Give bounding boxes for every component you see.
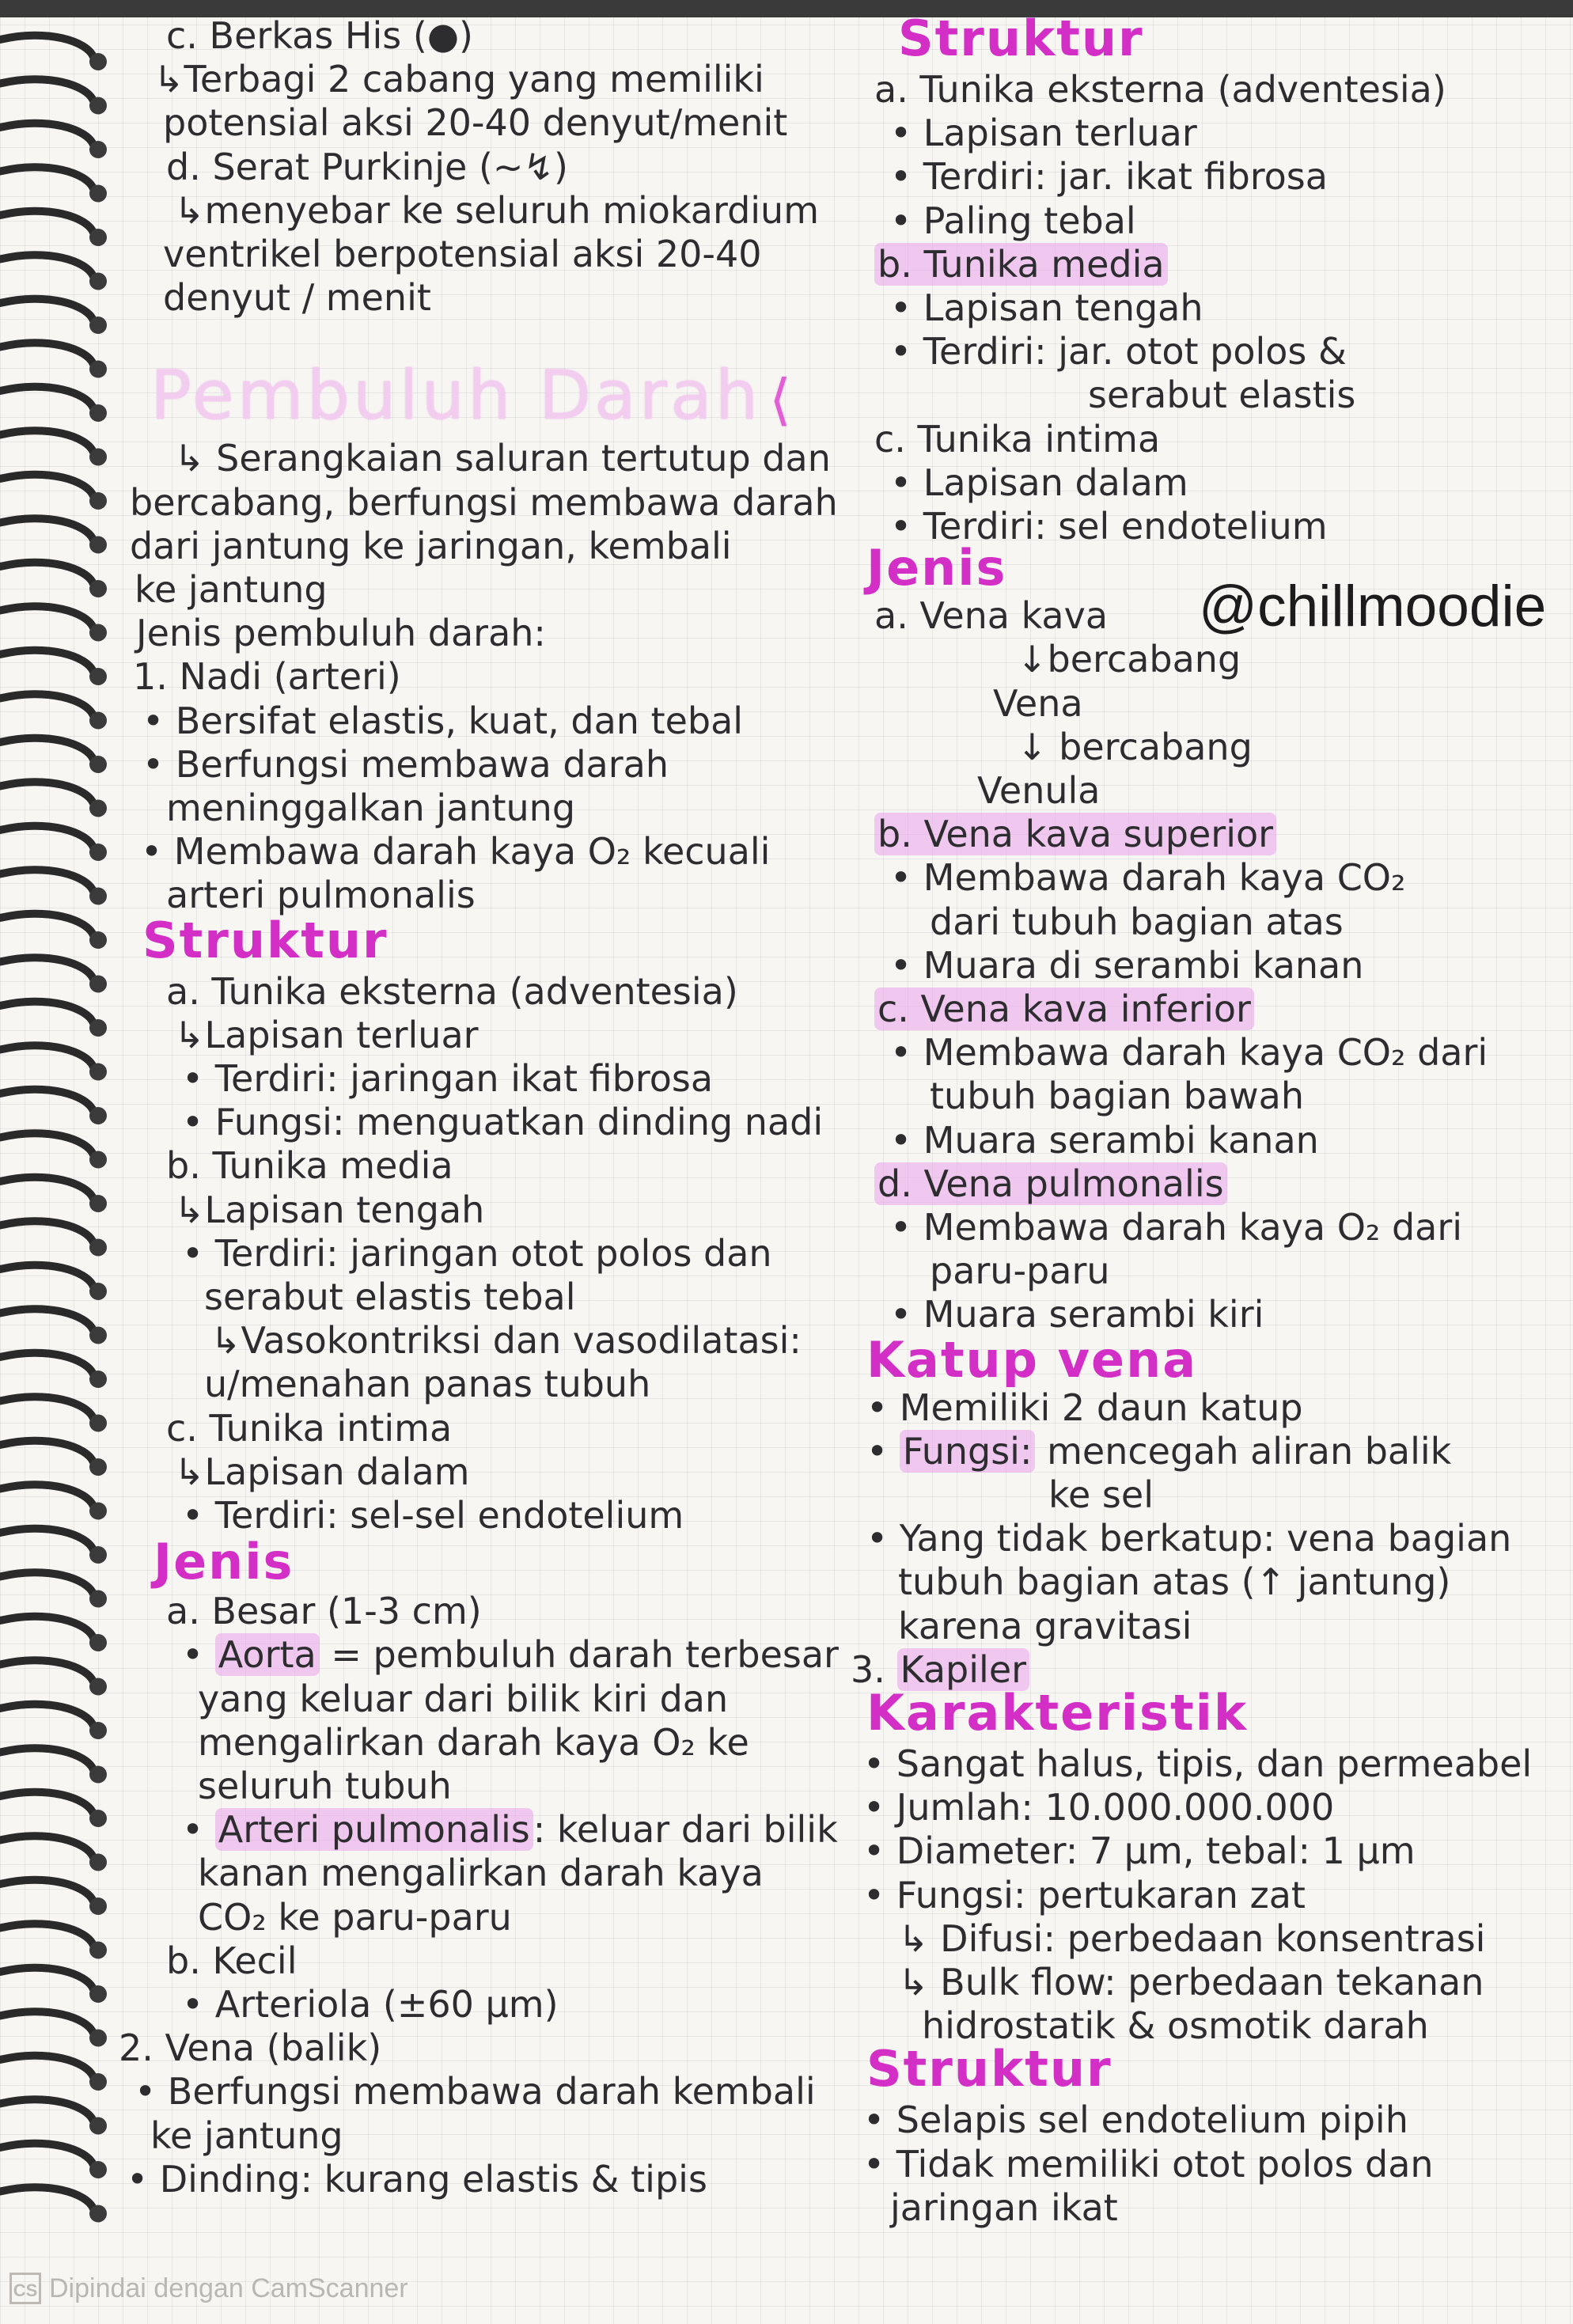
spiral-ring — [0, 1221, 93, 1242]
note-line: • Diameter: 7 μm, tebal: 1 μm — [863, 1829, 1416, 1873]
spiral-ring — [0, 1924, 93, 1945]
note-line: • Fungsi: menguatkan dinding nadi — [182, 1101, 824, 1144]
binding-hole — [89, 1897, 107, 1915]
note-line: u/menahan panas tubuh — [204, 1363, 651, 1406]
spiral-ring — [0, 1177, 93, 1199]
spiral-ring — [0, 1660, 93, 1681]
heading-karakteristik — [866, 1685, 1248, 1742]
note-line: d. Serat Purkinje (~↯) — [166, 145, 568, 188]
spiral-ring — [0, 826, 93, 847]
note-line: ↳Lapisan terluar — [174, 1013, 479, 1056]
binding-hole — [89, 1985, 107, 2003]
note-line: c. Berkas His (●) — [166, 14, 473, 57]
note-line: mengalirkan darah kaya O₂ ke — [198, 1720, 749, 1764]
section-title-pembuluh-darah-text: Pembuluh Darah — [150, 356, 762, 436]
note-line: • Membawa darah kaya O₂ dari — [890, 1206, 1463, 1249]
note-line: • Lapisan dalam — [890, 461, 1188, 504]
binding-hole — [89, 1546, 107, 1564]
binding-hole — [89, 1503, 107, 1520]
spiral-ring — [0, 1617, 93, 1638]
heading-struktur-kapiler-text: Struktur — [866, 2040, 1112, 2098]
scanner-footer — [9, 2271, 408, 2306]
note-line: Vena — [993, 681, 1083, 725]
spiral-ring — [0, 1572, 93, 1594]
note-line: ↳ Serangkaian saluran tertutup dan — [174, 437, 831, 480]
note-line: • Muara serambi kanan — [890, 1118, 1319, 1162]
note-line: dari jantung ke jaringan, kembali — [130, 524, 732, 567]
note-line: ↓bercabang — [1017, 638, 1241, 681]
note-line: ↳Vasokontriksi dan vasodilatasi: — [210, 1319, 802, 1363]
binding-hole — [89, 1590, 107, 1608]
binding-hole — [89, 2117, 107, 2135]
note-line: a. Tunika eksterna (adventesia) — [166, 969, 738, 1013]
note-line: 1. Nadi (arteri) — [133, 655, 401, 699]
binding-hole — [89, 800, 107, 817]
spiral-ring — [0, 343, 93, 364]
bracket-mark: ⟨ — [769, 367, 794, 433]
note-line: • Lapisan tengah — [890, 286, 1203, 329]
note-line: tubuh bagian bawah — [930, 1075, 1305, 1118]
note-line: • Selapis sel endotelium pipih — [863, 2098, 1408, 2142]
note-line: b. Tunika media — [166, 1144, 453, 1188]
note-line: • Terdiri: jaringan ikat fibrosa — [182, 1057, 714, 1100]
section-title-pembuluh-darah — [150, 358, 794, 437]
spiral-ring — [0, 1309, 93, 1330]
spiral-ring — [0, 518, 93, 540]
note-line: ↳Lapisan tengah — [174, 1188, 485, 1231]
highlighted-term: b. Vena kava superior — [874, 813, 1276, 855]
note-line: b. Kecil — [166, 1939, 298, 1982]
binding-hole — [89, 1854, 107, 1871]
binding-hole — [89, 1107, 107, 1124]
binding-hole — [89, 844, 107, 861]
binding-hole — [89, 931, 107, 949]
note-line: • Sangat halus, tipis, dan permeabel — [863, 1742, 1533, 1785]
spiral-ring — [0, 782, 93, 803]
spiral-ring — [0, 255, 93, 276]
spiral-ring — [0, 299, 93, 320]
note-line: • Fungsi: pertukaran zat — [863, 1873, 1306, 1916]
spiral-ring — [0, 1792, 93, 1814]
note-line: • Aorta = pembuluh darah terbesar — [182, 1633, 839, 1677]
binding-hole — [89, 976, 107, 993]
binding-hole — [89, 361, 107, 378]
binding-hole — [89, 580, 107, 597]
note-line: ↳ Difusi: perbedaan konsentrasi — [898, 1916, 1486, 1960]
note-line — [874, 988, 1254, 1032]
note-line: 3. Kapiler — [851, 1648, 1029, 1693]
heading-struktur-vena — [898, 11, 1144, 68]
note-line: tubuh bagian atas (↑ jantung) — [898, 1560, 1451, 1604]
binding-hole — [89, 756, 107, 773]
note-line — [874, 243, 1168, 287]
note-line: • Terdiri: sel-sel endotelium — [182, 1494, 684, 1537]
author-handle: @chillmoodie — [1199, 574, 1547, 639]
spiral-ring — [0, 694, 93, 715]
spiral-ring — [0, 2011, 93, 2033]
note-line — [874, 1162, 1227, 1207]
note-line: • Yang tidak berkatup: vena bagian — [866, 1517, 1512, 1560]
spiral-ring — [0, 1441, 93, 1462]
note-line: ↳Lapisan dalam — [174, 1450, 470, 1493]
note-line: serabut elastis tebal — [204, 1276, 576, 1318]
note-line: • Terdiri: jar. otot polos & — [890, 330, 1347, 373]
spiral-ring — [0, 1704, 93, 1726]
note-line: • Jumlah: 10.000.000.000 — [863, 1786, 1335, 1829]
heading-struktur-vena-text: Struktur — [898, 9, 1144, 67]
note-line: denyut / menit — [163, 276, 431, 320]
note-line: karena gravitasi — [898, 1604, 1192, 1647]
highlighted-term: Fungsi: — [900, 1430, 1036, 1473]
binding-hole — [89, 449, 107, 466]
note-line: meninggalkan jantung — [166, 787, 576, 829]
note-line: • Memiliki 2 daun katup — [866, 1386, 1303, 1429]
note-line: • Berfungsi membawa darah kembali — [135, 2070, 816, 2114]
heading-katup-vena — [866, 1330, 1198, 1389]
note-line: paru-paru — [930, 1249, 1110, 1293]
note-line: • Dinding: kurang elastis & tipis — [127, 2157, 707, 2201]
note-line: • Bersifat elastis, kuat, dan tebal — [142, 699, 744, 742]
binding-hole — [89, 668, 107, 685]
spiral-ring — [0, 563, 93, 584]
binding-hole — [89, 1327, 107, 1344]
spiral-ring — [0, 36, 93, 57]
binding-hole — [89, 1942, 107, 1959]
note-line: • Terdiri: sel endotelium — [890, 505, 1328, 548]
note-line: ↳menyebar ke seluruh miokardium — [174, 188, 820, 232]
note-line: • Muara di serambi kanan — [890, 943, 1364, 987]
heading-karakteristik-text: Karakteristik — [866, 1684, 1249, 1742]
spiral-ring — [0, 2144, 93, 2165]
note-line: c. Tunika intima — [166, 1406, 453, 1450]
note-line: 2. Vena (balik) — [119, 2026, 382, 2070]
note-line: ↳ Bulk flow: perbedaan tekanan — [898, 1961, 1484, 2004]
binding-hole — [89, 1063, 107, 1081]
heading-struktur — [142, 913, 389, 970]
heading-jenis-vena-text: Jenis — [866, 539, 1007, 597]
note-line: kanan mengalirkan darah kaya — [198, 1852, 764, 1895]
note-line: Venula — [977, 769, 1101, 812]
spiral-ring — [0, 123, 93, 145]
heading-katup-vena-text: Katup vena — [866, 1330, 1198, 1389]
note-line: serabut elastis — [1088, 373, 1356, 417]
highlighted-term: Kapiler — [897, 1648, 1030, 1691]
binding-hole — [89, 1766, 107, 1784]
camscanner-logo: CS — [9, 2273, 41, 2304]
spiral-ring — [0, 1090, 93, 1111]
note-line: ↳Terbagi 2 cabang yang memiliki — [154, 58, 764, 101]
spiral-ring — [0, 870, 93, 891]
note-line: Jenis pembuluh darah: — [136, 612, 546, 655]
binding-hole — [89, 404, 107, 422]
note-line: jaringan ikat — [890, 2186, 1118, 2229]
note-line: yang keluar dari bilik kiri dan — [198, 1677, 729, 1720]
note-line: ke jantung — [150, 2114, 343, 2157]
highlighted-term: Arteri pulmonalis — [215, 1808, 533, 1851]
highlighted-term: b. Tunika media — [874, 243, 1168, 286]
binding-hole — [89, 1371, 107, 1388]
spiral-ring — [0, 2099, 93, 2121]
note-line: a. Besar (1-3 cm) — [166, 1590, 482, 1633]
note-line: hidrostatik & osmotik darah — [922, 2004, 1429, 2048]
scanner-text: Dipindai dengan CamScanner — [49, 2273, 408, 2303]
note-line: arteri pulmonalis — [166, 874, 476, 917]
binding-hole — [89, 536, 107, 554]
spiral-ring — [0, 1968, 93, 1989]
spiral-ring — [0, 914, 93, 935]
spiral-ring — [0, 1880, 93, 1901]
binding-hole — [89, 1722, 107, 1739]
binding-hole — [89, 1283, 107, 1300]
binding-hole — [89, 273, 107, 290]
binding-hole — [89, 317, 107, 334]
note-line: • Terdiri: jaringan otot polos dan — [182, 1231, 772, 1275]
spiral-ring — [0, 1836, 93, 1857]
note-line: ke jantung — [135, 568, 328, 611]
note-line: c. Tunika intima — [874, 417, 1161, 461]
binding-hole — [89, 1810, 107, 1827]
note-line: • Fungsi: mencegah aliran balik — [866, 1429, 1452, 1473]
binding-hole — [89, 1195, 107, 1212]
spiral-ring — [0, 1133, 93, 1154]
note-line: ventrikel berpotensial aksi 20-40 — [163, 233, 762, 275]
spiral-ring — [0, 1265, 93, 1287]
binding-hole — [89, 2030, 107, 2047]
heading-struktur-text: Struktur — [142, 911, 389, 969]
spiral-ring — [0, 1002, 93, 1023]
note-line: potensial aksi 20-40 denyut/menit — [163, 101, 788, 145]
heading-jenis — [154, 1534, 294, 1591]
note-line: a. Vena kava — [874, 594, 1109, 638]
note-line: • Membawa darah kaya CO₂ — [890, 856, 1406, 900]
binding-hole — [89, 1415, 107, 1432]
binding-hole — [89, 888, 107, 905]
binding-hole — [89, 1239, 107, 1257]
highlighted-term: c. Vena kava inferior — [874, 988, 1254, 1030]
spiral-ring — [0, 650, 93, 672]
note-line: • Berfungsi membawa darah — [142, 742, 669, 786]
heading-jenis-text: Jenis — [154, 1533, 294, 1591]
spiral-ring — [0, 167, 93, 188]
spiral-ring — [0, 430, 93, 452]
binding-hole — [89, 2161, 107, 2178]
note-line: ↓ bercabang — [1017, 725, 1253, 768]
spiral-ring — [0, 475, 93, 496]
spiral-ring — [0, 1353, 93, 1374]
binding-hole — [89, 97, 107, 115]
note-line: • Paling tebal — [890, 199, 1136, 242]
note-line: • Tidak memiliki otot polos dan — [863, 2142, 1434, 2186]
highlighted-term: Aorta — [215, 1633, 320, 1676]
spiral-ring — [0, 2056, 93, 2077]
note-line: a. Tunika eksterna (adventesia) — [874, 68, 1446, 111]
spiral-ring — [0, 1045, 93, 1067]
binding-hole — [89, 492, 107, 510]
note-line: • Arteriola (±60 μm) — [182, 1983, 559, 2026]
binding-hole — [89, 2205, 107, 2223]
spiral-ring — [0, 211, 93, 233]
binding-hole — [89, 1151, 107, 1169]
spiral-ring — [0, 79, 93, 100]
spiral-ring — [0, 1397, 93, 1418]
binding-hole — [89, 53, 107, 70]
note-line: • Lapisan terluar — [890, 112, 1197, 155]
spiral-ring — [0, 1529, 93, 1550]
binding-hole — [89, 185, 107, 203]
binding-hole — [89, 624, 107, 642]
note-line: • Membawa darah kaya O₂ kecuali — [141, 830, 771, 874]
binding-hole — [89, 141, 107, 158]
note-line: CO₂ ke paru-paru — [198, 1895, 512, 1939]
binding-hole — [89, 1458, 107, 1476]
spiral-ring — [0, 1484, 93, 1506]
spiral-ring — [0, 1748, 93, 1769]
note-line: • Membawa darah kaya CO₂ dari — [890, 1031, 1488, 1075]
spiral-binding — [0, 24, 119, 2239]
note-line: seluruh tubuh — [198, 1765, 452, 1807]
note-line: • Terdiri: jar. ikat fibrosa — [890, 155, 1328, 199]
binding-hole — [89, 1634, 107, 1651]
heading-struktur-kapiler — [866, 2042, 1112, 2098]
spiral-ring — [0, 738, 93, 760]
note-line: bercabang, berfungsi membawa darah — [130, 480, 838, 524]
note-line: • Arteri pulmonalis: keluar dari bilik — [182, 1808, 838, 1852]
binding-hole — [89, 2073, 107, 2091]
spiral-ring — [0, 387, 93, 408]
note-line: ke sel — [1048, 1473, 1154, 1516]
binding-hole — [89, 229, 107, 246]
binding-hole — [89, 1678, 107, 1696]
spiral-ring — [0, 606, 93, 627]
binding-hole — [89, 712, 107, 730]
spiral-ring — [0, 2187, 93, 2208]
note-line: dari tubuh bagian atas — [930, 900, 1344, 943]
heading-jenis-vena — [866, 540, 1006, 597]
binding-hole — [89, 1019, 107, 1037]
note-line: • Muara serambi kiri — [890, 1293, 1264, 1336]
spiral-ring — [0, 957, 93, 979]
highlighted-term: d. Vena pulmonalis — [874, 1162, 1227, 1205]
note-line — [874, 813, 1276, 857]
